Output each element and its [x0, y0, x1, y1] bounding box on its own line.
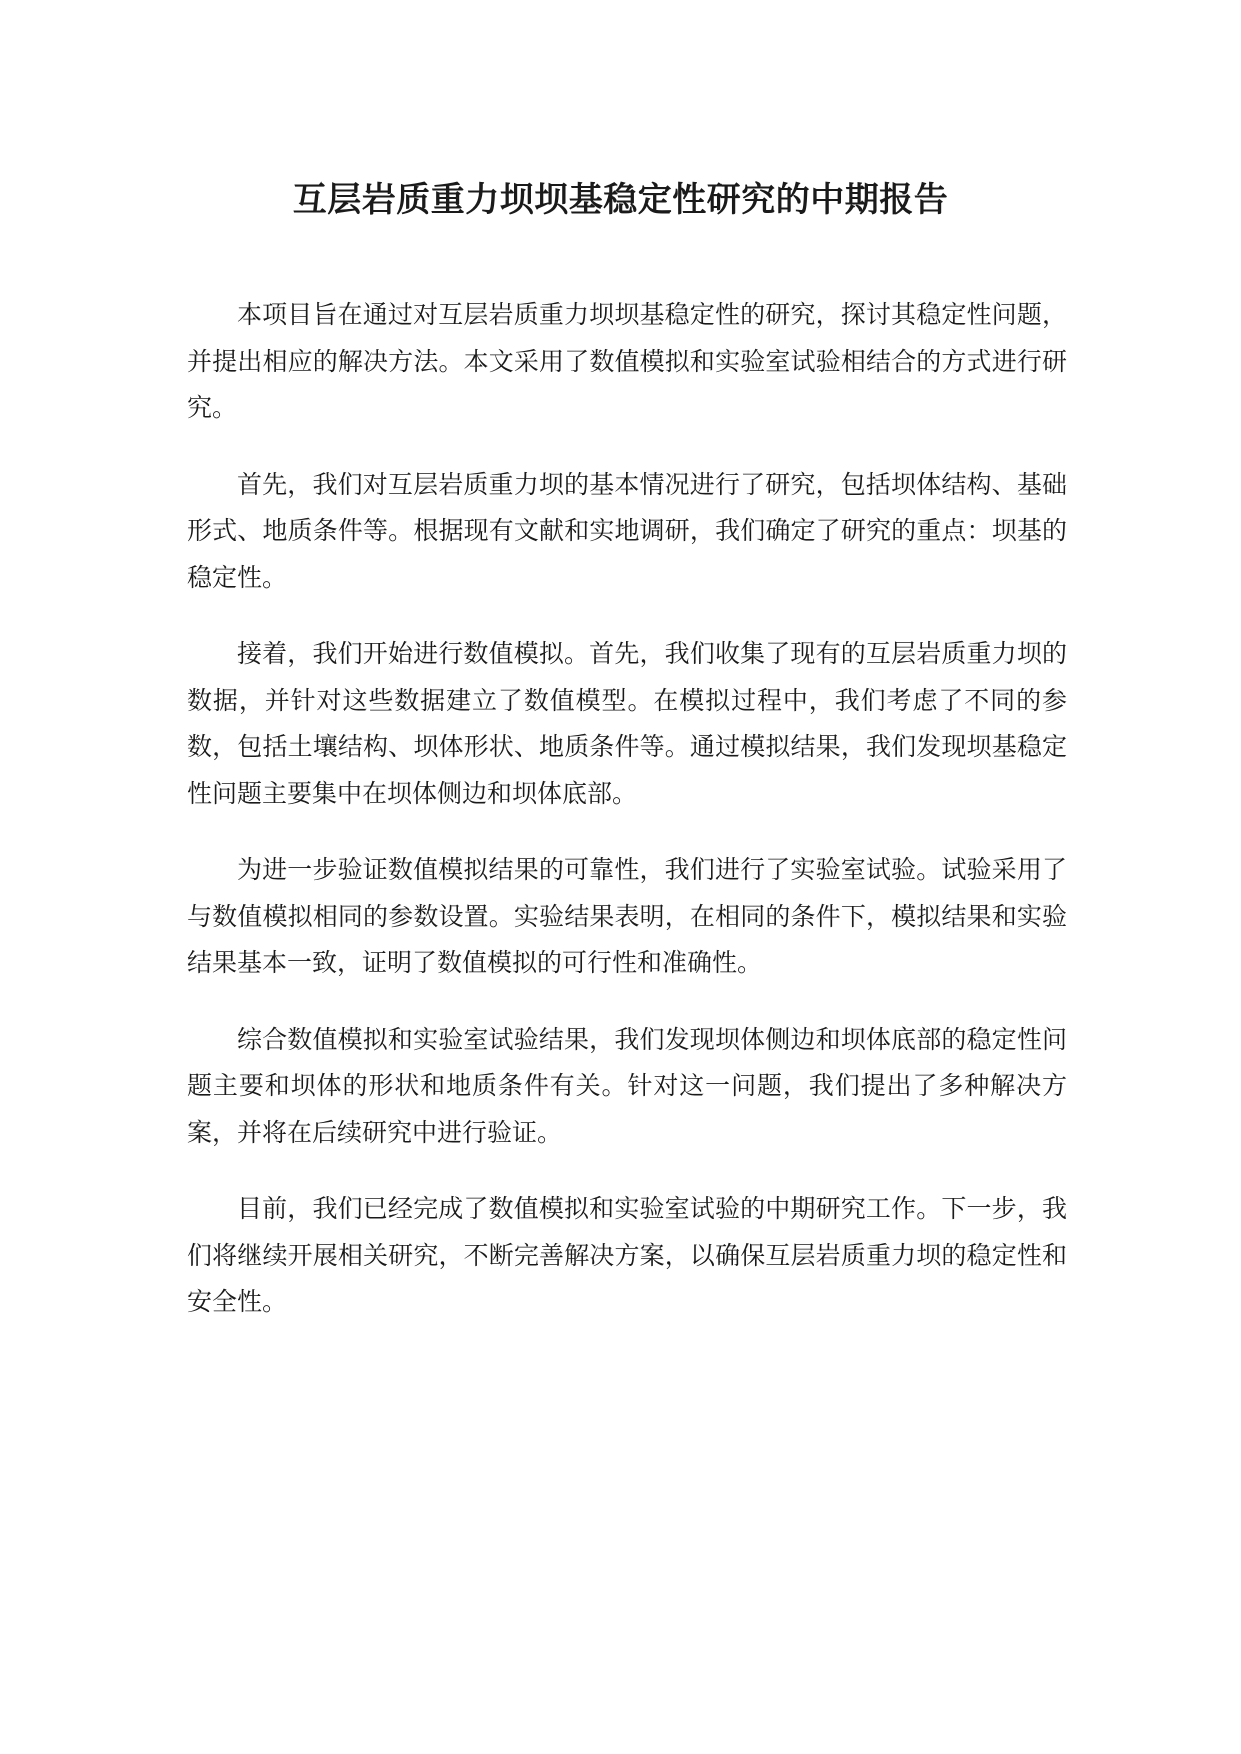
document-body: [187, 292, 1067, 1356]
paragraph-1: 本项目旨在通过对互层岩质重力坝坝基稳定性的研究，探讨其稳定性问题，并提出相应的解决方法。本文采用了数值模拟和实验室试验相结合的方式进行研究。: [187, 300, 1067, 422]
document-title: 互层岩质重力坝坝基稳定性研究的中期报告: [292, 180, 949, 220]
paragraph-2: 首先，我们对互层岩质重力坝的基本情况进行了研究，包括坝体结构、基础形式、地质条件等。根据现有文献和实地调研，我们确定了研究的重点：坝基的稳定性。: [187, 469, 1067, 592]
paragraph-6: 目前，我们已经完成了数值模拟和实验室试验的中期研究工作。下一步，我们将继续开展相关研究，不断完善解决方案，以确保互层岩质重力坝的稳定性和安全性。: [187, 1194, 1067, 1316]
paragraph-5: 综合数值模拟和实验室试验结果，我们发现坝体侧边和坝体底部的稳定性问题主要和坝体的形状和地质条件有关。针对这一问题，我们提出了多种解决方案，并将在后续研究中进行验证。: [187, 1024, 1067, 1147]
paragraph-4: 为进一步验证数值模拟结果的可靠性，我们进行了实验室试验。试验采用了与数值模拟相同的参数设置。实验结果表明，在相同的条件下，模拟结果和实验结果基本一致，证明了数值模拟的可行性和准确性。: [187, 855, 1067, 977]
paragraph-3: 接着，我们开始进行数值模拟。首先，我们收集了现有的互层岩质重力坝的数据，并针对这些数据建立了数值模型。在模拟过程中，我们考虑了不同的参数，包括土壤结构、坝体形状、地质条件等。通过模拟结果，我们发现坝基稳定性问题主要集中在坝体侧边和坝体底部。: [187, 639, 1067, 808]
